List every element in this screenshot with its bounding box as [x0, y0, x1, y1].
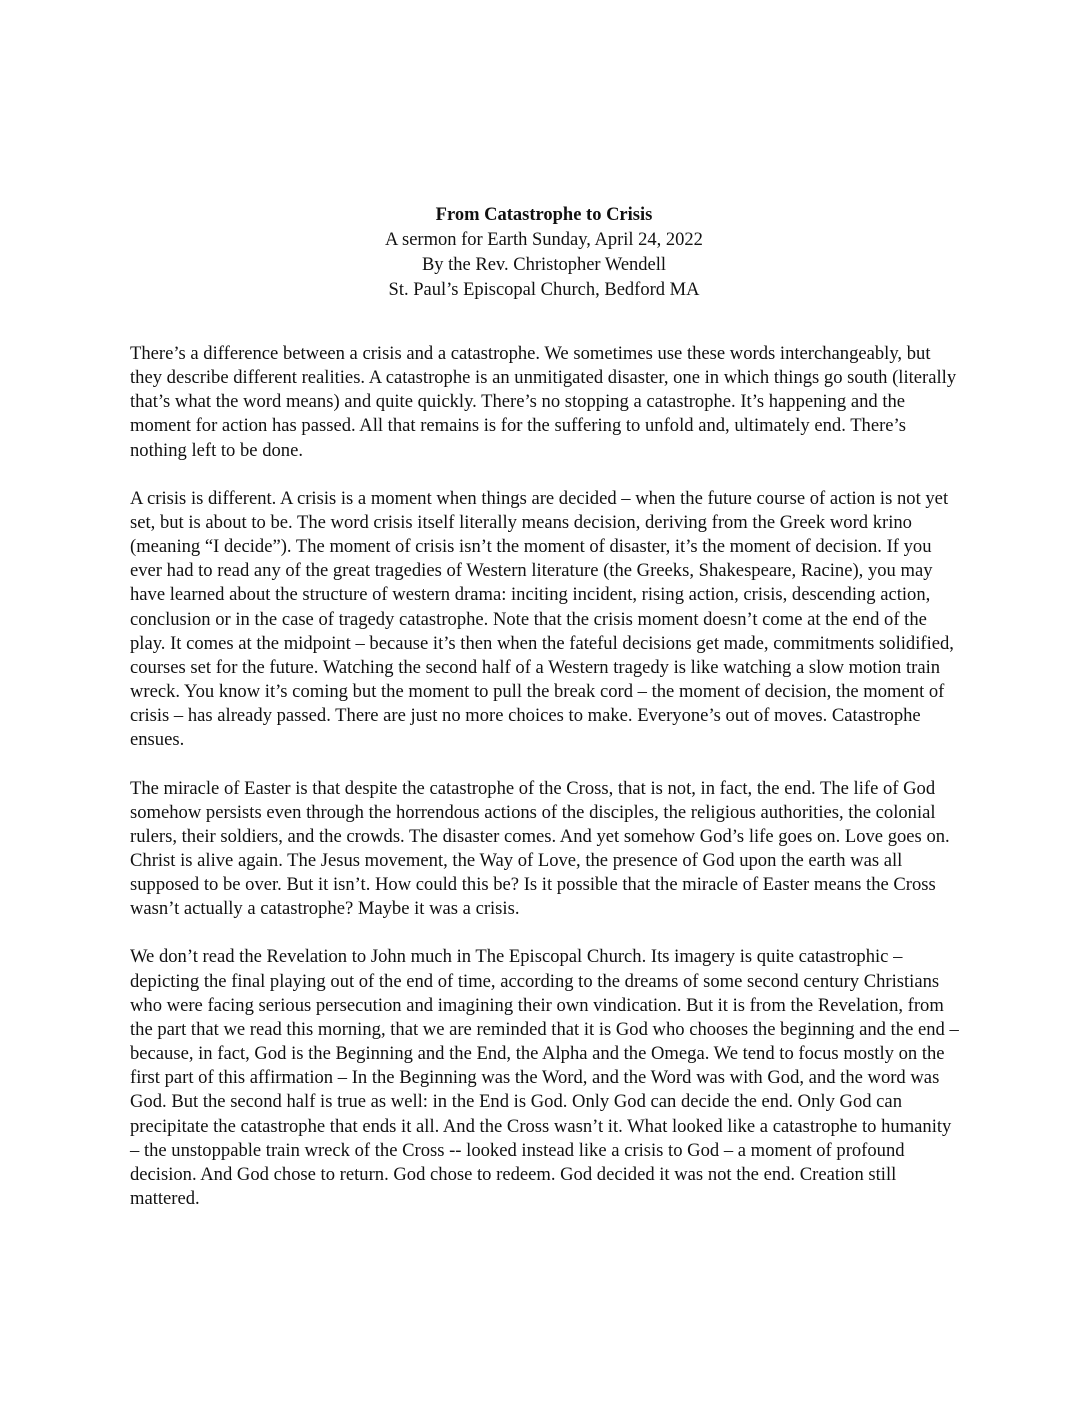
sermon-header: [0, 203, 1088, 303]
sermon-title: From Catastrophe to Crisis: [435, 205, 653, 225]
paragraph-4: We don’t read the Revelation to John much in The Episcopal Church. Its imagery is quite catastrophic – depicting the final playing out of the end of time, according to the dreams of some second century Christians who were facing serious persecution and imagining their own vindication. But it is from the Revelation, from the part that we read this morning, that we are reminded that it is God who chooses the beginning and the end – because, in fact, God is the Beginning and the End, the Alpha and the Omega. We tend to focus mostly on the first part of this affirmation – In the Beginning was the Word, and the Word was with God, and the word was God. But the second half is true as well: in the End is God. Only God can decide the end. Only God can precipitate the catastrophe that ends it all. And the Cross wasn’t it. What looked like a catastrophe to humanity – the unstoppable train wreck of the Cross -- looked instead like a crisis to God – a moment of profound decision. And God chose to return. God chose to redeem. God decided it was not the end. Creation still mattered.: [130, 946, 959, 1209]
paragraph-1: There’s a difference between a crisis and a catastrophe. We sometimes use these words interchangeably, but they describe different realities. A catastrophe is an unmitigated disaster, one in which things go south (literally that’s what the word means) and quite quickly. There’s no stopping a catastrophe. It’s happening and the moment for action has passed. All that remains is for the suffering to unfold and, ultimately end. There’s nothing left to be done.: [130, 343, 957, 461]
sermon-church: St. Paul’s Episcopal Church, Bedford MA: [388, 280, 700, 300]
sermon-body: [130, 342, 960, 1235]
paragraph-3: The miracle of Easter is that despite the catastrophe of the Cross, that is not, in fact, the end. The life of God somehow persists even through the horrendous actions of the disciples, the religious authorities, the colonial rulers, their soldiers, and the crowds. The disaster comes. And yet somehow God’s life goes on. Love goes on. Christ is alive again. The Jesus movement, the Way of Love, the presence of God upon the earth was all supposed to be over. But it isn’t. How could this be? Is it possible that the miracle of Easter means the Cross wasn’t actually a catastrophe? Maybe it was a crisis.: [130, 777, 950, 920]
sermon-author: By the Rev. Christopher Wendell: [421, 255, 667, 275]
paragraph-2: A crisis is different. A crisis is a moment when things are decided – when the future course of action is not yet set, but is about to be. The word crisis itself literally means decision, deriving from the Greek word krino (meaning “I decide”). The moment of crisis isn’t the moment of disaster, it’s the moment of decision. If you ever had to read any of the great tragedies of Western literature (the Greeks, Shakespeare, Racine), you may have learned about the structure of western drama: inciting incident, rising action, crisis, descending action, conclusion or in the case of tragedy catastrophe. Note that the crisis moment doesn’t come at the end of the play. It comes at the midpoint – because it’s then when the fateful decisions get made, commitments solidified, courses set for the future. Watching the second half of a Western tragedy is like watching a slow motion train wreck. You know it’s coming but the moment to pull the break cord – the moment of decision, the moment of crisis – has already passed. There are just no more choices to make. Everyone’s out of moves. Catastrophe ensues.: [130, 487, 954, 751]
sermon-subtitle: A sermon for Earth Sunday, April 24, 2022: [385, 230, 703, 250]
